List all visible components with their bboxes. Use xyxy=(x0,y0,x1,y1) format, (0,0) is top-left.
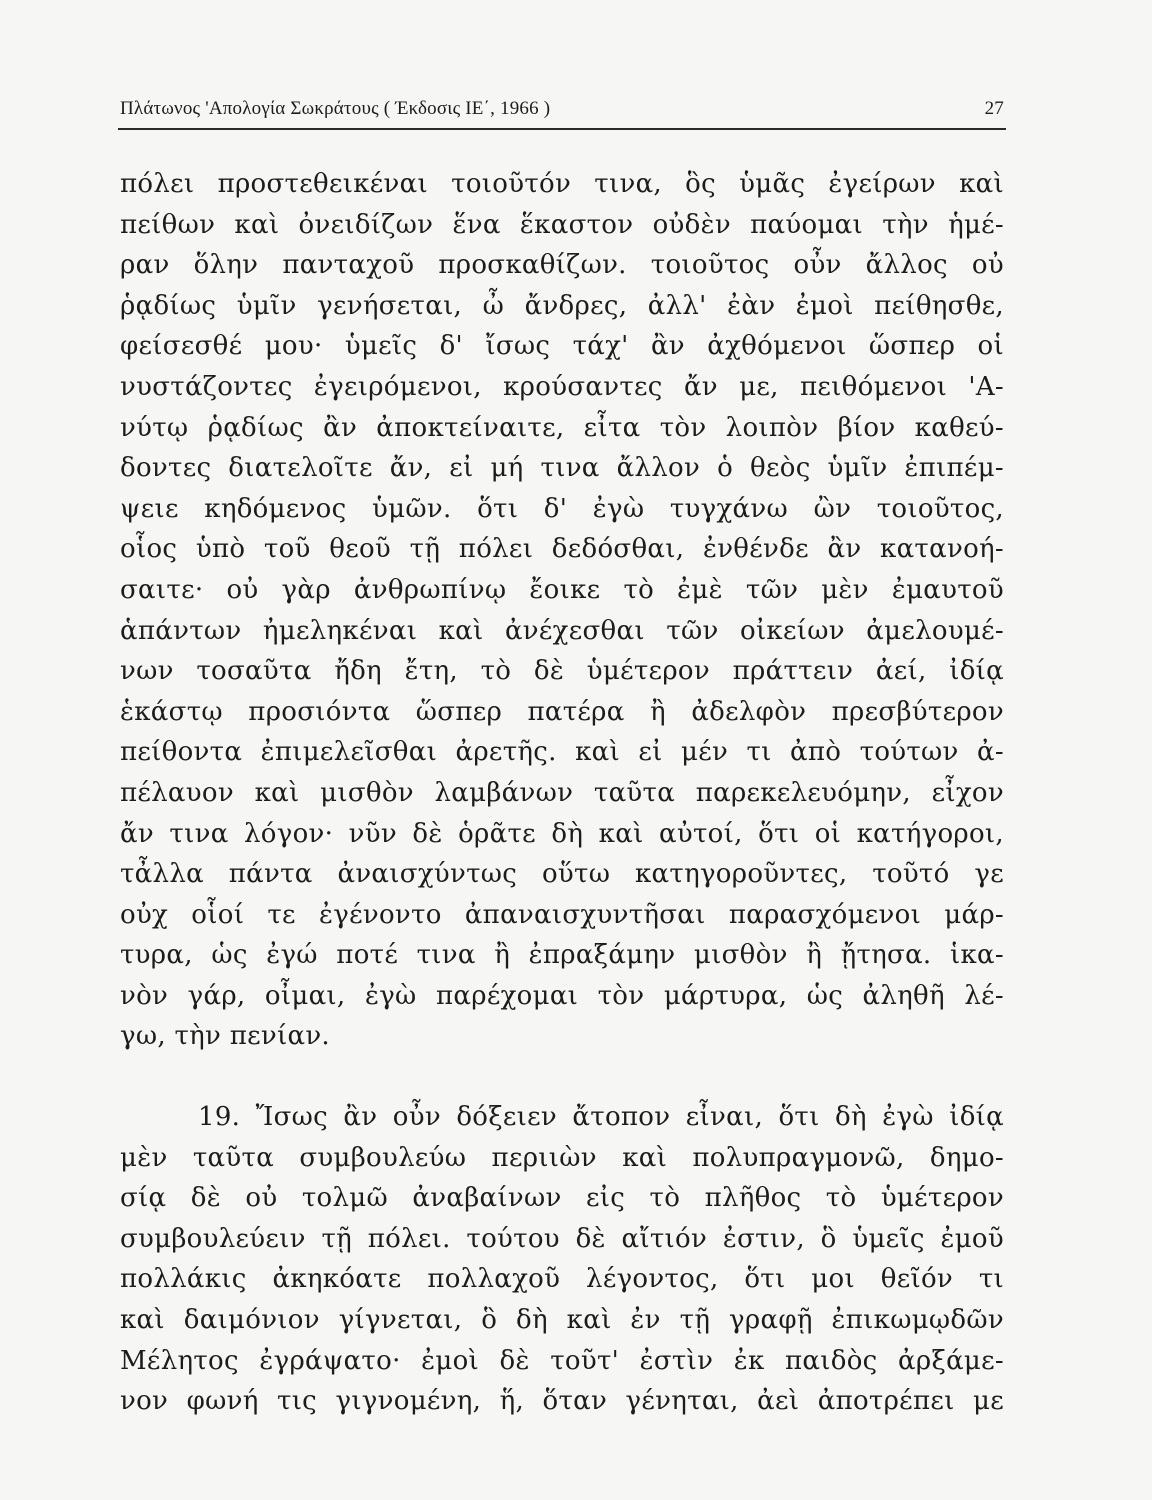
text-line: φείσεσθέ μου· ὑμεῖς δ' ἴσως τάχ' ἂν ἀχθόμενοι ὥσπερ οἱ xyxy=(120,331,1004,362)
text-line: πείθοντα ἐπιμελεῖσθαι ἀρετῆς. καὶ εἰ μέν τι ἀπὸ τούτων ἀ- xyxy=(120,737,1004,768)
text-line: πείθων καὶ ὀνειδίζων ἕνα ἕκαστον οὐδὲν παύομαι τὴν ἡμέ- xyxy=(120,209,1004,240)
text-line: νύτῳ ῥᾳδίως ἂν ἀποκτείναιτε, εἶτα τὸν λοιπὸν βίον καθεύ- xyxy=(120,412,1004,443)
text-line: πέλαυον καὶ μισθὸν λαμβάνων ταῦτα παρεκελευόμην, εἶχον xyxy=(120,777,1004,808)
text-line: ἑκάστῳ προσιόντα ὥσπερ πατέρα ἢ ἀδελφὸν πρεσβύτερον xyxy=(120,696,1004,727)
text-line: ἁπάντων ἠμεληκέναι καὶ ἀνέχεσθαι τῶν οἰκείων ἀμελουμέ- xyxy=(120,615,1004,646)
running-header xyxy=(118,92,1006,130)
text-line: νὸν γάρ, οἶμαι, ἐγὼ παρέχομαι τὸν μάρτυρα, ὡς ἀληθῆ λέ- xyxy=(120,980,1004,1011)
text-line: συμβουλεύειν τῇ πόλει. τούτου δὲ αἴτιόν ἐστιν, ὃ ὑμεῖς ἐμοῦ xyxy=(120,1223,1004,1254)
text-line: ῥᾳδίως ὑμῖν γενήσεται, ὦ ἄνδρες, ἀλλ' ἐὰν ἐμοὶ πείθησθε, xyxy=(120,290,1004,321)
page-number: 27 xyxy=(984,98,1004,119)
paragraph-gap xyxy=(120,1057,1004,1097)
text-line: νων τοσαῦτα ἤδη ἔτη, τὸ δὲ ὑμέτερον πράττειν ἀεί, ἰδίᾳ xyxy=(120,656,1004,687)
text-line: νον φωνή τις γιγνομένη, ἥ, ὅταν γένηται, ἀεὶ ἀποτρέπει με xyxy=(120,1386,1004,1417)
text-line: οἷος ὑπὸ τοῦ θεοῦ τῇ πόλει δεδόσθαι, ἐνθένδε ἂν κατανοή- xyxy=(120,534,1004,565)
text-line: πολλάκις ἀκηκόατε πολλαχοῦ λέγοντος, ὅτι μοι θεῖόν τι xyxy=(120,1264,1004,1295)
text-line: τυρα, ὡς ἐγώ ποτέ τινα ἢ ἐπραξάμην μισθὸν ἢ ᾔτησα. ἱκα- xyxy=(120,940,1004,971)
text-line: ψειε κηδόμενος ὑμῶν. ὅτι δ' ἐγὼ τυγχάνω ὢν τοιοῦτος, xyxy=(120,493,1004,524)
text-line: νυστάζοντες ἐγειρόμενοι, κρούσαντες ἄν με, πειθόμενοι 'Α- xyxy=(120,371,1004,402)
text-line: οὐχ οἷοί τε ἐγένοντο ἀπαναισχυντῆσαι παρασχόμενοι μάρ- xyxy=(120,899,1004,930)
text-line: ραν ὅλην πανταχοῦ προσκαθίζων. τοιοῦτος οὖν ἄλλος οὐ xyxy=(120,250,1004,281)
text-line: γω, τὴν πενίαν. xyxy=(120,1021,330,1052)
body-text xyxy=(120,164,1004,1422)
paragraph-2 xyxy=(120,1097,1004,1422)
text-line: πόλει προστεθεικέναι τοιοῦτόν τινα, ὃς ὑμᾶς ἐγείρων καὶ xyxy=(120,169,1004,199)
paragraph-1 xyxy=(120,164,1004,1057)
text-line: Μέλητος ἐγράψατο· ἐμοὶ δὲ τοῦτ' ἐστὶν ἐκ παιδὸς ἀρξάμε- xyxy=(120,1345,1004,1376)
text-line: δοντες διατελοῖτε ἄν, εἰ μή τινα ἄλλον ὁ θεὸς ὑμῖν ἐπιπέμ- xyxy=(120,453,1004,484)
text-line: σαιτε· οὐ γὰρ ἀνθρωπίνῳ ἔοικε τὸ ἐμὲ τῶν μὲν ἐμαυτοῦ xyxy=(120,574,1004,605)
text-line: τἆλλα πάντα ἀναισχύντως οὕτω κατηγοροῦντες, τοῦτό γε xyxy=(120,859,1004,890)
header-title: Πλάτωνος 'Απολογία Σωκράτους ( Έκδοσις ΙΕ΄, 1966 ) xyxy=(120,98,551,119)
text-line: καὶ δαιμόνιον γίγνεται, ὃ δὴ καὶ ἐν τῇ γραφῇ ἐπικωμῳδῶν xyxy=(120,1305,1004,1336)
text-line: 19. Ἴσως ἂν οὖν δόξειεν ἄτοπον εἶναι, ὅτι δὴ ἐγὼ ἰδίᾳ xyxy=(198,1102,1004,1133)
text-line: ἄν τινα λόγον· νῦν δὲ ὁρᾶτε δὴ καὶ αὐτοί, ὅτι οἱ κατήγοροι, xyxy=(120,818,1004,849)
text-line: μὲν ταῦτα συμβουλεύω περιιὼν καὶ πολυπραγμονῶ, δημο- xyxy=(120,1142,1004,1173)
text-line: σίᾳ δὲ οὐ τολμῶ ἀναβαίνων εἰς τὸ πλῆθος τὸ ὑμέτερον xyxy=(120,1183,1004,1214)
